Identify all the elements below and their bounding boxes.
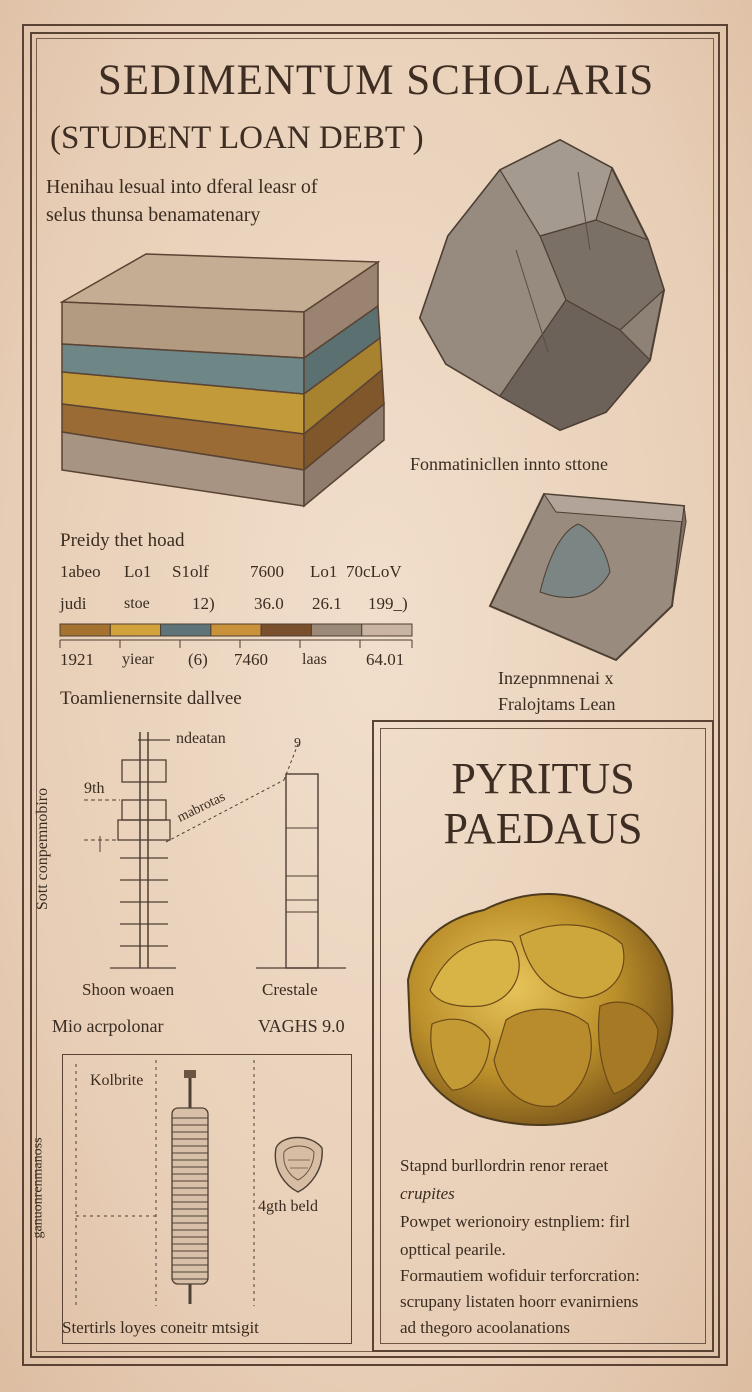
rock-caption: Fonmatinicllen innto sttone [410,454,608,474]
pyrite-title-line-2: PAEDAUS [443,804,643,853]
pyrite-desc-5: Formautiem wofiduir terforcration: [400,1266,640,1285]
diagram-side-tick-label: 9th [84,780,105,797]
core-box-label: Kolbrite [90,1072,144,1089]
value-cell-6: 199_) [368,594,408,613]
axis-cell-3: (6) [188,650,208,669]
header-cell-3: S1olf [172,562,209,581]
pyrite-desc-3: Powpet werionoiry estnpliem: firl [400,1212,630,1231]
diagram-right-caption: Crestale [262,980,318,999]
axis-cell-2: yiear [122,651,154,668]
core-box-vertical-label: ganuonrenmanoss [30,1137,46,1239]
diagram-top-label: ndeatan [176,730,226,747]
pyrite-desc-7: ad thegoro acoolanations [400,1318,570,1337]
header-cell-6: 70cLoV [346,562,402,581]
axis-cell-4: 7460 [234,650,268,669]
value-cell-2: stoe [124,595,150,612]
axis-cell-1: 1921 [60,650,94,669]
pyrite-desc-6: scrupany listaten hoorr evanirniens [400,1292,639,1311]
axis-cell-6: 64.01 [366,650,405,669]
diagram-connector-label: mabrotas [175,789,228,826]
value-cell-5: 26.1 [312,594,342,613]
diagram-vertical-label: Sott conpemnobiro [34,787,52,911]
page-subtitle: (STUDENT LOAN DEBT ) [50,120,424,156]
diagram-bottom-left: Mio acrpolonar [52,1016,164,1036]
value-cell-3: 12) [192,594,215,613]
diagram-bottom-right: VAGHS 9.0 [258,1016,345,1036]
core-box-side-label: 4gth beld [258,1198,318,1215]
fossil-caption-1: Inzepnmnenai x [498,668,614,688]
page-title: SEDIMENTUM SCHOLARIS [97,57,655,104]
intro-line-1: Henihau lesual into dferal leasr of [46,176,318,198]
diagram-small-mark: 9 [294,736,301,751]
axis-cell-5: laas [302,651,327,668]
core-box-caption: Stertirls loyes coneitr mtsigit [62,1318,259,1337]
pyrite-desc-4: opttical pearile. [400,1240,506,1259]
value-cell-1: judi [60,594,87,613]
strata-footer: Toamlienernsite dallvee [60,688,242,709]
intro-line-2: selus thunsa benamatenary [46,204,261,226]
fossil-caption-2: Fralojtams Lean [498,694,616,714]
pyrite-desc-2: crupites [400,1184,455,1203]
header-cell-2: Lo1 [124,562,152,581]
header-cell-4: 7600 [250,562,284,581]
pyrite-desc-1: Stapnd burllordrin renor reraet [400,1156,609,1175]
strata-heading: Preidy thet hoad [60,530,185,551]
header-cell-1: 1abeo [60,562,101,581]
value-cell-4: 36.0 [254,594,284,613]
diagram-left-caption: Shoon woaen [82,980,175,999]
pyrite-title-line-1: PYRITUS [451,754,635,803]
header-cell-5: Lo1 [310,562,338,581]
